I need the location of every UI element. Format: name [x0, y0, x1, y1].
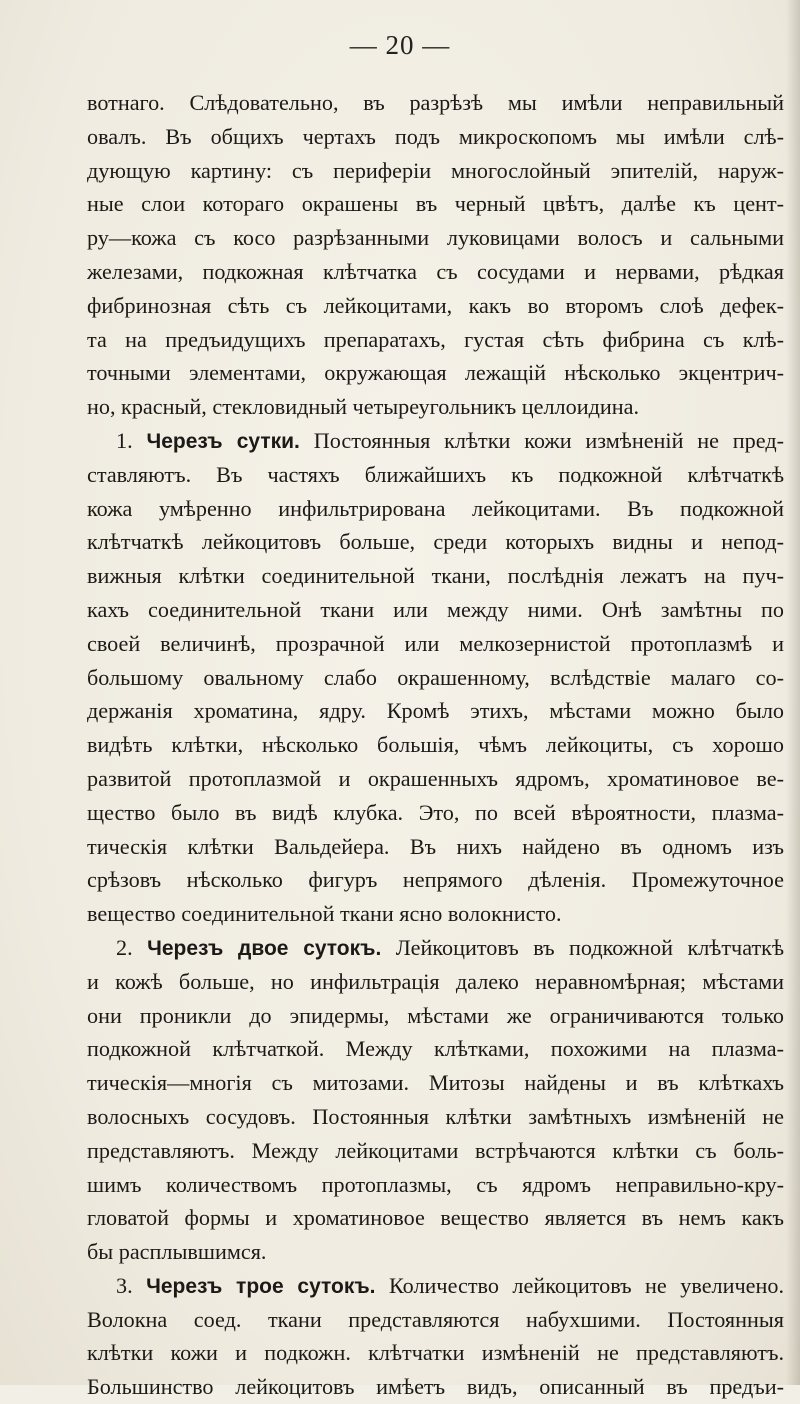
text-line: вижныя клѣтки соединительной ткани, послѣднія лежатъ на пуч-	[87, 563, 784, 589]
text-line: и кожѣ больше, но инфильтрація далеко неравномѣрная; мѣстами	[87, 968, 784, 994]
section-1-first-line	[87, 424, 784, 458]
body-text	[87, 86, 784, 1404]
text-line: кожа умѣренно инфильтрирована лейкоцитами. Въ подкожной	[87, 495, 784, 521]
text-line: клѣтки кожи и подкожн. клѣтчатки измѣненій не представляютъ.	[87, 1340, 784, 1366]
text-line: овалъ. Въ общихъ чертахъ подъ микроскопомъ мы имѣли слѣ-	[87, 123, 784, 149]
text-line: большому овальному слабо окрашенному, вслѣдствіе малаго со-	[87, 664, 784, 690]
page-edge-shadow	[786, 0, 800, 1385]
text-line: вотнаго. Слѣдовательно, въ разрѣзѣ мы имѣли неправильный	[87, 90, 784, 115]
section-1-heading: Черезъ сутки.	[146, 429, 300, 453]
section-2-first-line	[87, 931, 784, 965]
text-line: гловатой формы и хроматиновое вещество является въ немъ какъ	[87, 1205, 784, 1231]
text-line: развитой протоплазмой и окрашенныхъ ядромъ, хроматиновое ве-	[87, 765, 784, 791]
text-line: они проникли до эпидермы, мѣстами же ограничиваются только	[87, 1002, 784, 1028]
page-number: — 20 —	[349, 30, 451, 60]
section-2-heading: Черезъ двое сутокъ.	[147, 936, 382, 960]
section-2-number: 2.	[116, 934, 133, 960]
text-line: бы расплывшимся.	[87, 1239, 267, 1265]
text-line: ставляютъ. Въ частяхъ ближайшихъ къ подкожной клѣтчаткѣ	[87, 461, 784, 487]
text-line: клѣтчаткѣ лейкоцитовъ больше, среди которыхъ видны и непод-	[87, 529, 784, 555]
text-line: шимъ количествомъ протоплазмы, съ ядромъ неправильно-кру-	[87, 1171, 784, 1197]
section-1-number: 1.	[116, 427, 133, 453]
text-line: своей величинѣ, прозрачной или мелкозернистой протоплазмѣ и	[87, 630, 784, 656]
text-line: вещество соединительной ткани ясно волокнисто.	[87, 901, 562, 927]
text-line: кахъ соединительной ткани или между ними. Онѣ замѣтны по	[87, 596, 784, 622]
text-line: тическія клѣтки Вальдейера. Въ нихъ найдено въ одномъ изъ	[87, 833, 784, 859]
text-line: железами, подкожная клѣтчатка съ сосудами и нервами, рѣдкая	[87, 258, 784, 284]
text-line: представляютъ. Между лейкоцитами встрѣчаются клѣтки съ боль-	[87, 1137, 784, 1163]
text-line: ру—кожа съ косо разрѣзанными луковицами волосъ и сальными	[87, 225, 784, 251]
section-1-lead-text: Постоянныя клѣтки кожи измѣненій не пред-	[313, 427, 784, 453]
text-line: та на предъидущихъ препаратахъ, густая сѣть фибрина съ клѣ-	[87, 326, 784, 352]
text-line: фибринозная сѣть съ лейкоцитами, какъ во второмъ слоѣ дефек-	[87, 292, 784, 318]
text-line: волосныхъ сосудовъ. Постоянныя клѣтки замѣтныхъ измѣненій не	[87, 1103, 784, 1129]
text-line: подкожной клѣтчаткой. Между клѣтками, похожими на плазма-	[87, 1036, 784, 1062]
text-line: но, красный, стекловидный четыреугольникъ целлоидина.	[87, 394, 639, 420]
text-line: ные слои котораго окрашены въ черный цвѣтъ, далѣе къ цент-	[87, 191, 784, 217]
section-3-number: 3.	[116, 1272, 133, 1298]
text-line: видѣть клѣтки, нѣсколько большія, чѣмъ лейкоциты, съ хорошо	[87, 732, 784, 758]
text-line: тическія—многія съ митозами. Митозы найдены и въ клѣткахъ	[87, 1070, 784, 1096]
text-line: щество было въ видѣ клубка. Это, по всей вѣроятности, плазма-	[87, 799, 784, 825]
text-line: точными элементами, окружающая лежащій нѣсколько экцентрич-	[87, 360, 784, 386]
section-3-lead-text: Количество лейкоцитовъ не увеличено.	[388, 1272, 785, 1298]
text-line: Большинство лейкоцитовъ имѣетъ видъ, описанный въ предъи-	[87, 1374, 784, 1400]
section-2-lead-text: Лейкоцитовъ въ подкожной клѣтчаткѣ	[395, 934, 785, 960]
section-3-first-line	[87, 1269, 784, 1303]
text-line: срѣзовъ нѣсколько фигуръ непрямого дѣленія. Промежуточное	[87, 867, 784, 893]
text-line: Волокна соед. ткани представляются набухшими. Постоянныя	[87, 1306, 784, 1332]
section-3-heading: Черезъ трое сутокъ.	[146, 1274, 376, 1298]
text-line: дующую картину: съ периферіи многослойный эпителій, наруж-	[87, 157, 784, 183]
text-line: держанія хроматина, ядру. Кромѣ этихъ, мѣстами можно было	[87, 698, 784, 724]
